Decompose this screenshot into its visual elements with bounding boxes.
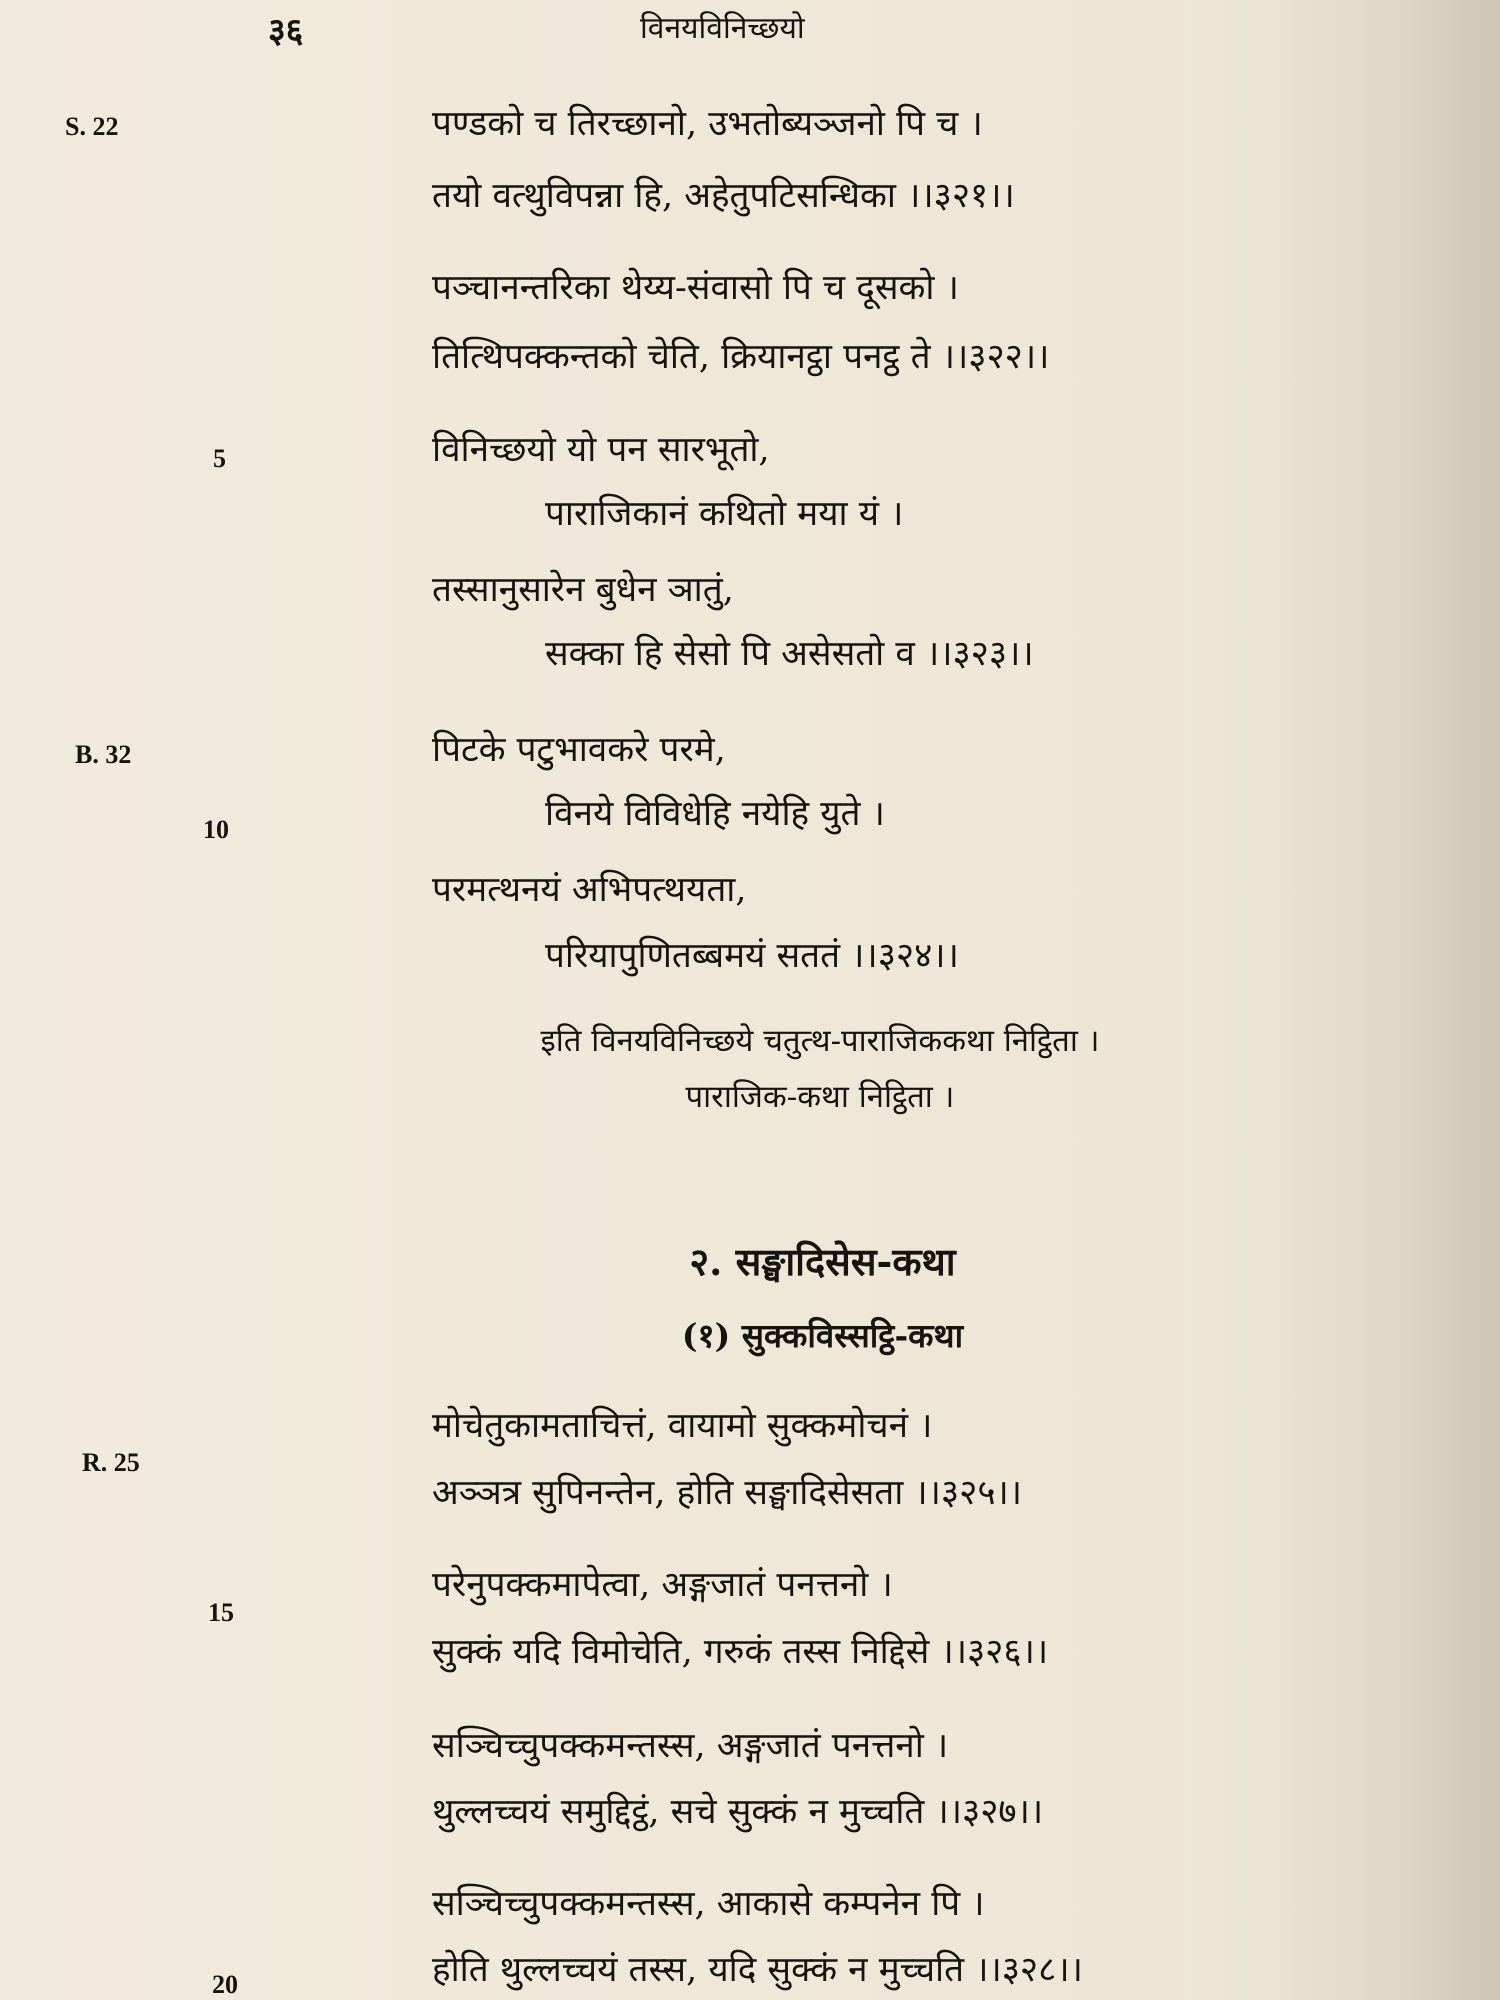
page-edge-shadow	[1280, 0, 1500, 2000]
verse-327-line-1: सञ्चिच्चुपक्कमन्तस्स, अङ्गजातं पनत्तनो ।	[432, 1726, 949, 1766]
subsection-heading: (१) सुक्कविस्सट्ठि-कथा	[681, 1316, 964, 1355]
verse-324-line-3: परमत्थनयं अभिपत्थयता,	[432, 870, 747, 910]
verse-325-line-1: मोचेतुकामताचित्तं, वायामो सुक्कमोचनं ।	[432, 1406, 933, 1446]
verse-324-line-4: परियापुणितब्बमयं सततं ।।३२४।।	[545, 936, 959, 976]
verse-326-line-1: परेनुपक्कमापेत्वा, अङ्गजातं पनत्तनो ।	[432, 1565, 893, 1605]
margin-ref-b32: B. 32	[75, 740, 132, 769]
verse-322-line-2: तित्थिपक्कन्तको चेति, क्रियानट्ठा पनट्ठ ते ।।३२२।।	[432, 337, 1050, 377]
line-number-10: 10	[203, 815, 229, 844]
verse-323-line-1: विनिच्छयो यो पन सारभूतो,	[432, 430, 770, 470]
verse-322-line-1: पञ्चानन्तरिका थेय्य-संवासो पि च दूसको ।	[432, 268, 959, 308]
verse-323-line-3: तस्सानुसारेन बुधेन ञातुं,	[432, 570, 734, 610]
verse-327-line-2: थुल्लच्चयं समुद्दिट्ठं, सचे सुक्कं न मुच्चति ।।३२७।।	[432, 1792, 1044, 1832]
verse-325-line-2: अञ्ञत्र सुपिनन्तेन, होति सङ्घादिसेसता ।।३२५।।	[432, 1473, 1023, 1513]
running-title: विनयविनिच्छयो	[640, 11, 805, 46]
verse-324-line-2: विनये विविधेहि नयेहि युते ।	[545, 794, 885, 834]
verse-323-line-2: पाराजिकानं कथितो मया यं ।	[545, 494, 904, 534]
margin-ref-s22: S. 22	[65, 112, 119, 141]
colophon-line-1: इति विनयविनिच्छये चतुत्थ-पाराजिककथा निट्ठिता ।	[540, 1023, 1100, 1059]
page-number: ३६	[268, 11, 304, 51]
verse-321-line-2: तयो वत्थुविपन्ना हि, अहेतुपटिसन्धिका ।।३२१।।	[432, 176, 1015, 216]
verse-321-line-1: पण्डको च तिरच्छानो, उभतोब्यञ्जनो पि च ।	[432, 104, 983, 144]
verse-328-line-1: सञ्चिच्चुपक्कमन्तस्स, आकासे कम्पनेन पि ।	[432, 1884, 985, 1924]
line-number-5: 5	[213, 444, 226, 473]
verse-328-line-2: होति थुल्लच्चयं तस्स, यदि सुक्कं न मुच्चति ।।३२८।।	[432, 1950, 1083, 1990]
line-number-15: 15	[208, 1598, 234, 1627]
section-heading: २. सङ्घादिसेस-कथा	[689, 1239, 956, 1284]
verse-324-line-1: पिटके पटुभावकरे परमे,	[432, 730, 726, 770]
margin-ref-r25: R. 25	[82, 1448, 140, 1477]
verse-323-line-4: सक्का हि सेसो पि असेसतो व ।।३२३।।	[545, 634, 1034, 674]
verse-326-line-2: सुक्कं यदि विमोचेति, गरुकं तस्स निद्दिसे ।।३२६।।	[432, 1632, 1049, 1672]
colophon-line-2: पाराजिक-कथा निट्ठिता ।	[685, 1079, 955, 1115]
line-number-20: 20	[212, 1970, 238, 1999]
